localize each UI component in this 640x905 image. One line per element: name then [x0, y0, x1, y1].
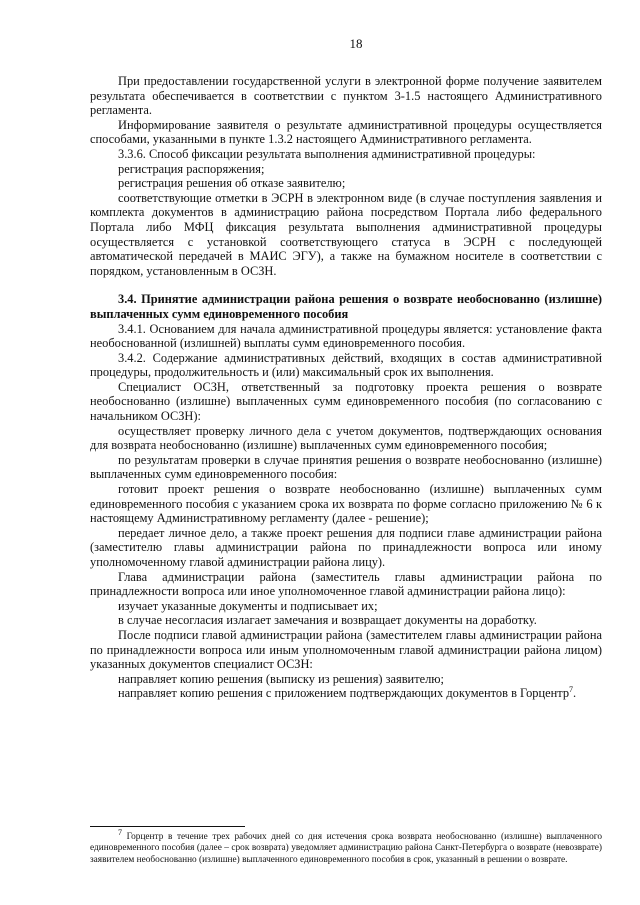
paragraph: в случае несогласия излагает замечания и возвращает документы на доработку.: [118, 613, 537, 628]
paragraph: 3.3.6. Способ фиксации результата выполнения административной процедуры:: [118, 146, 536, 161]
paragraph: соответствующие отметки в ЭСРН в электронном виде (в случае поступления заявления и комплекта документов в администрацию района посредством Портала либо федерального Портала либо МФЦ фиксация результата выполнения административной процедуры осуществляется с установкой соответствующего статуса в ЭСРН с последующей автоматической передачей в МАИС ЭГУ), а также на бумажном носителе в соответствии с порядком, установленным в ОСЗН.: [90, 190, 602, 278]
paragraph-with-footnote-ref: направляет копию решения с приложением подтверждающих документов в Горцентр$^7$.: [118, 685, 577, 701]
footnote-mark: 7: [118, 827, 122, 837]
paragraph: по результатам проверки в случае принятия решения о возврате необоснованно (излишне) выплаченных сумм единовременного пособия:: [90, 452, 602, 482]
paragraph: изучает указанные документы и подписывает их;: [118, 598, 378, 613]
paragraph: Глава администрации района (заместитель главы администрации района по принадлежности вопроса или иное уполномоченное главой администрации района лицо):: [90, 569, 602, 599]
paragraph: 3.4.2. Содержание административных действий, входящих в состав административной процедуры, продолжительность и (или) максимальный срок их выполнения.: [90, 350, 602, 380]
page-number: 18: [349, 36, 363, 51]
paragraph: передает личное дело, а также проект решения для подписи главе администрации района (заместителю главы администрации района по принадлежности вопроса или иному уполномоченному главой администрации района лицу).: [90, 525, 602, 569]
paragraph: регистрация распоряжения;: [118, 161, 265, 176]
paragraph: готовит проект решения о возврате необоснованно (излишне) выплаченных сумм единовременного пособия с указанием срока их возврата по форме согласно приложению № 6 к настоящему Административному регламенту (далее - решение);: [90, 482, 602, 526]
section-heading: 3.4. Принятие администрации района решения о возврате необоснованно (излишне) выплаченных сумм единовременного пособия: [90, 292, 602, 321]
footnote-reference[interactable]: 7: [569, 685, 574, 695]
footnote: [90, 827, 602, 866]
paragraph: После подписи главой администрации района (заместителем главы администрации района по принадлежности вопроса или иным уполномоченным главой администрации района лицом) указанных документов специалист ОСЗН:: [90, 627, 602, 672]
paragraph: Информирование заявителя о результате административной процедуры осуществляется способами, указанными в пункте 1.3.2 настоящего Административного регламента.: [90, 117, 602, 147]
footnote-text: Горцентр в течение трех рабочих дней со дня истечения срока возврата необоснованно (излишне) выплаченного единовременного пособия (далее – срок возврата) уведомляет администрацию района Санкт-Петербурга о возврате (невозврате) заявителем необоснованно (излишне) выплаченного единовременного пособия в срок, указанный в решении о возврате.: [90, 832, 602, 865]
body-text: [90, 74, 602, 701]
paragraph: регистрация решения об отказе заявителю;: [118, 176, 346, 191]
paragraph-text: направляет копию решения с приложением подтверждающих документов в Горцентр: [118, 686, 570, 701]
paragraph: осуществляет проверку личного дела с учетом документов, подтверждающих основания для возврата необоснованно (излишне) выплаченных сумм единовременного пособия;: [90, 423, 602, 453]
paragraph: При предоставлении государственной услуги в электронной форме получение заявителем результата обеспечивается в соответствии с пунктом 3-1.5 настоящего Административного регламента.: [90, 74, 602, 118]
paragraph: направляет копию решения (выписку из решения) заявителю;: [118, 671, 444, 686]
footnote-separator: [90, 826, 245, 827]
paragraph: Специалист ОСЗН, ответственный за подготовку проекта решения о возврате необоснованно (излишне) выплаченных сумм единовременного пособия (по согласованию с начальником ОСЗН):: [90, 379, 602, 424]
paragraph: 3.4.1. Основанием для начала административной процедуры является: установление факта необоснованной (излишней) выплаты сумм единовременного пособия.: [90, 321, 602, 351]
